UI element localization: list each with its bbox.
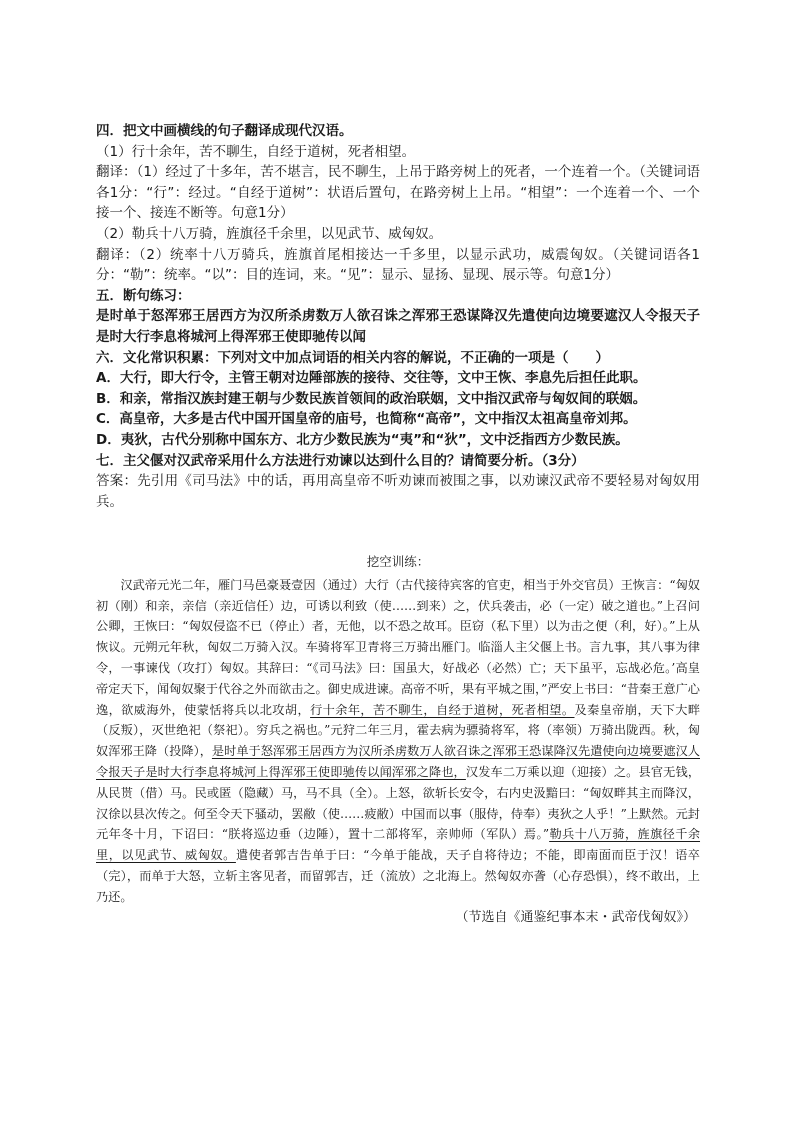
question-2: （2）勒兵十八万骑，旌旗径千余里，以见武节、威匈奴。 bbox=[96, 225, 443, 242]
underlined-sentence-2: 勒兵十八万骑，旌旗径千余里，以见武节、威匈奴。 bbox=[96, 827, 701, 863]
answer-2: 翻译：（2）统率十八万骑兵，旌旗首尾相接达一千多里，以显示武功，威震匈奴。（关键词语各1分：“勒”：统率。“以”：目的连词，来。“见”：显示、显扬、显现、展示等。句意1分） bbox=[96, 246, 700, 284]
option-c: C．高皇帝，大多是古代中国开国皇帝的庙号，也简称“高帝”，文中指汉太祖高皇帝刘邦。 bbox=[96, 411, 637, 428]
section-four-heading: 四．把文中画横线的句子翻译成现代汉语。 bbox=[96, 123, 353, 139]
section-seven-answer: 答案：先引用《司马法》中的话，再用高皇帝不听劝谏而被围之事，以劝谏汉武帝不要轻易对匈奴用兵。 bbox=[96, 473, 700, 510]
source-citation: （节选自《通鉴纪事本末・武帝伐匈奴》） bbox=[455, 909, 696, 925]
answer-1: 翻译：（1）经过了十多年，苦不堪言，民不聊生，上吊于路旁树上的死者，一个连着一个。（关键词语各1分：“行”：经过。“自经于道树”：状语后置句，在路旁树上上吊。“相望”：一个连着一个、一个接一个、接连不断等。句意1分） bbox=[96, 164, 700, 222]
training-title: 挖空训练： bbox=[366, 554, 430, 569]
answer-section bbox=[96, 121, 700, 512]
passage-part-1: 汉武帝元光二年，雁门马邑豪聂壹因（通过）大行（古代接待宾客的官吏，相当于外交官员）王恢言：“匈奴初（刚）和亲，亲信（亲近信任）边，可诱以利致（使……到来）之，伏兵袭击，必（一定）破之道也。”上召问公卿，王恢曰：“匈奴侵盗不已（停止）者，无他，以不恐之故耳。臣窃（私下里）以为击之便（利，好）。”上从恢议。元朔元年秋，匈奴二万骑入汉。车骑将军卫青将三万骑出雁门。临淄人主父偃上书。言九事，其八事为律令，一事谏伐（攻打）匈奴。其辞曰：“《司马法》曰：国虽大，好战必（必然）亡；天下虽平，忘战必危。’高皇帝定天下，闻匈奴聚于代谷之外而欲击之。御史成进谏。高帝不听，果有平城之围，”严安上书曰：“昔秦王意广心逸，欲威海外，使蒙恬将兵以北攻胡， bbox=[96, 577, 700, 717]
classical-text-passage bbox=[96, 575, 700, 908]
underlined-punctuation-passage: 是时单于怒浑邪王居西方为汉所杀虏数万人欲召诛之浑邪王恐谋降汉先遣使向边境要遮汉人令报天子是时大行李息将城河上得浑邪王使即驰传以闻浑邪之降也， bbox=[96, 744, 700, 779]
option-d: D．夷狄，古代分别称中国东方、北方少数民族为“夷”和“狄”，文中泛指西方少数民族。 bbox=[96, 431, 629, 448]
option-b: B．和亲，常指汉族封建王朝与少数民族首领间的政治联姻，文中指汉武帝与匈奴间的联姻。 bbox=[96, 390, 647, 407]
question-1: （1）行十余年，苦不聊生，自经于道树，死者相望。 bbox=[96, 143, 416, 160]
punctuation-exercise-text: 是时单于怒浑邪王居西方为汉所杀虏数万人欲召诛之浑邪王恐谋降汉先遣使向边境要遮汉人令报天子是时大行李息将城河上得浑邪王使即驰传以闻 bbox=[96, 308, 700, 345]
passage-part-4: 遣使者郭吉告单于曰：“今单于能战，天子自将待边；不能，即南面而臣于汉！语卒（完），而单于大怒，立斩主客见者，而留郭吉，迁（流放）之北海上。然匈奴亦詟（心存恐惧），终不敢出，上乃还。 bbox=[96, 848, 700, 904]
passage-part-3: 汉发车二万乘以迎（迎接）之。县官无钱，从民贳（借）马。民或匿（隐藏）马，马不具（全）。上怒，欲斩长安令，右内史汲黯曰：“匈奴畔其主而降汉，汉徐以县次传之。何至令天下骚动，罢敝（使……疲敝）中国而以事（服侍，侍奉）夷狄之人乎！”上默然。元封元年冬十月，下诏曰：“朕将巡边垂（边陲），置十二部将军，亲帅师（军队）焉。” bbox=[96, 764, 701, 842]
underlined-sentence-1: 行十余年，苦不聊生，自经于道树，死者相望。 bbox=[310, 702, 575, 717]
fill-blank-training-section bbox=[96, 552, 700, 928]
passage-part-2: 及秦皇帝崩，天下大畔（反叛），灭世绝祀（祭祀）。穷兵之祸也。”元狩二年三月，霍去病为骠骑将军，将（率领）万骑出陇西。秋，匈奴浑邪王降（投降）， bbox=[96, 702, 701, 759]
option-a: A．大行，即大行令，主管王朝对边陲部族的接待、交往等，文中王恢、李息先后担任此职。 bbox=[96, 370, 647, 387]
section-seven-heading: 七．主父偃对汉武帝采用什么方法进行劝谏以达到什么目的？请简要分析。（3分） bbox=[96, 452, 585, 469]
section-six-heading: 六．文化常识积累：下列对文中加点词语的相关内容的解说，不正确的一项是（ ） bbox=[96, 349, 609, 366]
section-five-heading: 五．断句练习： bbox=[96, 287, 191, 304]
